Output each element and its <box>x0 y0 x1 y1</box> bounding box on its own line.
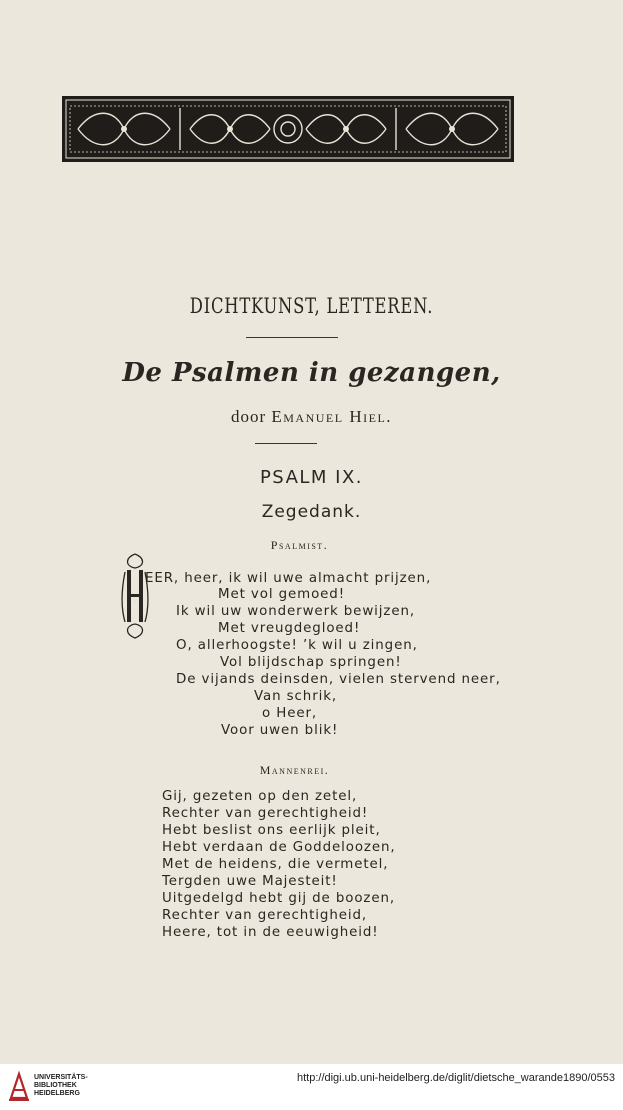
author-line <box>0 407 623 427</box>
speaker-label: Psalmist. <box>270 538 329 552</box>
psalm-subtitle: Zegedank. <box>261 502 362 522</box>
ornament-header-band <box>62 96 514 162</box>
library-name-line: UNIVERSITÄTS- <box>34 1074 88 1081</box>
verse-line: EER, heer, ik wil uwe almacht prijzen, <box>145 571 432 586</box>
author-name: Emanuel Hiel. <box>271 407 393 426</box>
verse-line: Ik wil uw wonderwerk bewijzen, <box>176 604 416 619</box>
source-url-link[interactable]: http://digi.ub.uni-heidelberg.de/diglit/dietsche_warande1890/0553 <box>296 1072 615 1084</box>
main-title: De Psalmen in gezangen, <box>122 358 501 388</box>
footer-bar <box>0 1064 623 1110</box>
divider-rule <box>246 337 338 338</box>
divider-rule <box>255 443 317 444</box>
university-logo-icon <box>7 1070 31 1102</box>
verse-line: Vol blijdschap springen! <box>220 655 402 670</box>
verse-line: Hebt beslist ons eerlijk pleit, <box>162 823 381 838</box>
verse-line: Met de heidens, die vermetel, <box>162 857 389 872</box>
verse-line: Uitgedelgd hebt gij de boozen, <box>162 891 396 906</box>
speaker-label: Mannenrei. <box>259 763 330 777</box>
psalm-number: PSALM IX. <box>259 467 364 488</box>
verse-line: o Heer, <box>262 706 318 721</box>
verse-line: Van schrik, <box>254 689 338 704</box>
dropcap <box>119 552 151 640</box>
verse-line: O, allerhoogste! ’k wil u zingen, <box>176 638 418 653</box>
dropcap-letter: H <box>135 602 136 603</box>
verse-line: Hebt verdaan de Goddeloozen, <box>162 840 396 855</box>
verse-line: De vijands deinsden, vielen stervend neer, <box>176 672 501 687</box>
verse-line: Met vol gemoed! <box>218 587 345 602</box>
section-title: DICHTKUNST, LETTEREN. <box>189 294 434 318</box>
verse-line: Heere, tot in de eeuwigheid! <box>162 925 379 940</box>
author-prefix: door <box>230 407 267 426</box>
dropcap-letter-icon <box>119 552 151 640</box>
verse-line: Tergden uwe Majesteit! <box>162 874 338 889</box>
ornament-pattern-icon <box>64 98 512 160</box>
verse-line: Met vreugdegloed! <box>218 621 361 636</box>
verse-line: Rechter van gerechtigheid! <box>162 806 369 821</box>
library-name <box>34 1074 88 1098</box>
verse-line: Voor uwen blik! <box>221 723 339 738</box>
library-name-line: HEIDELBERG <box>34 1090 80 1097</box>
library-name-line: BIBLIOTHEK <box>34 1082 77 1089</box>
verse-line: Gij, gezeten op den zetel, <box>162 789 358 804</box>
verse-line: Rechter van gerechtigheid, <box>162 908 368 923</box>
